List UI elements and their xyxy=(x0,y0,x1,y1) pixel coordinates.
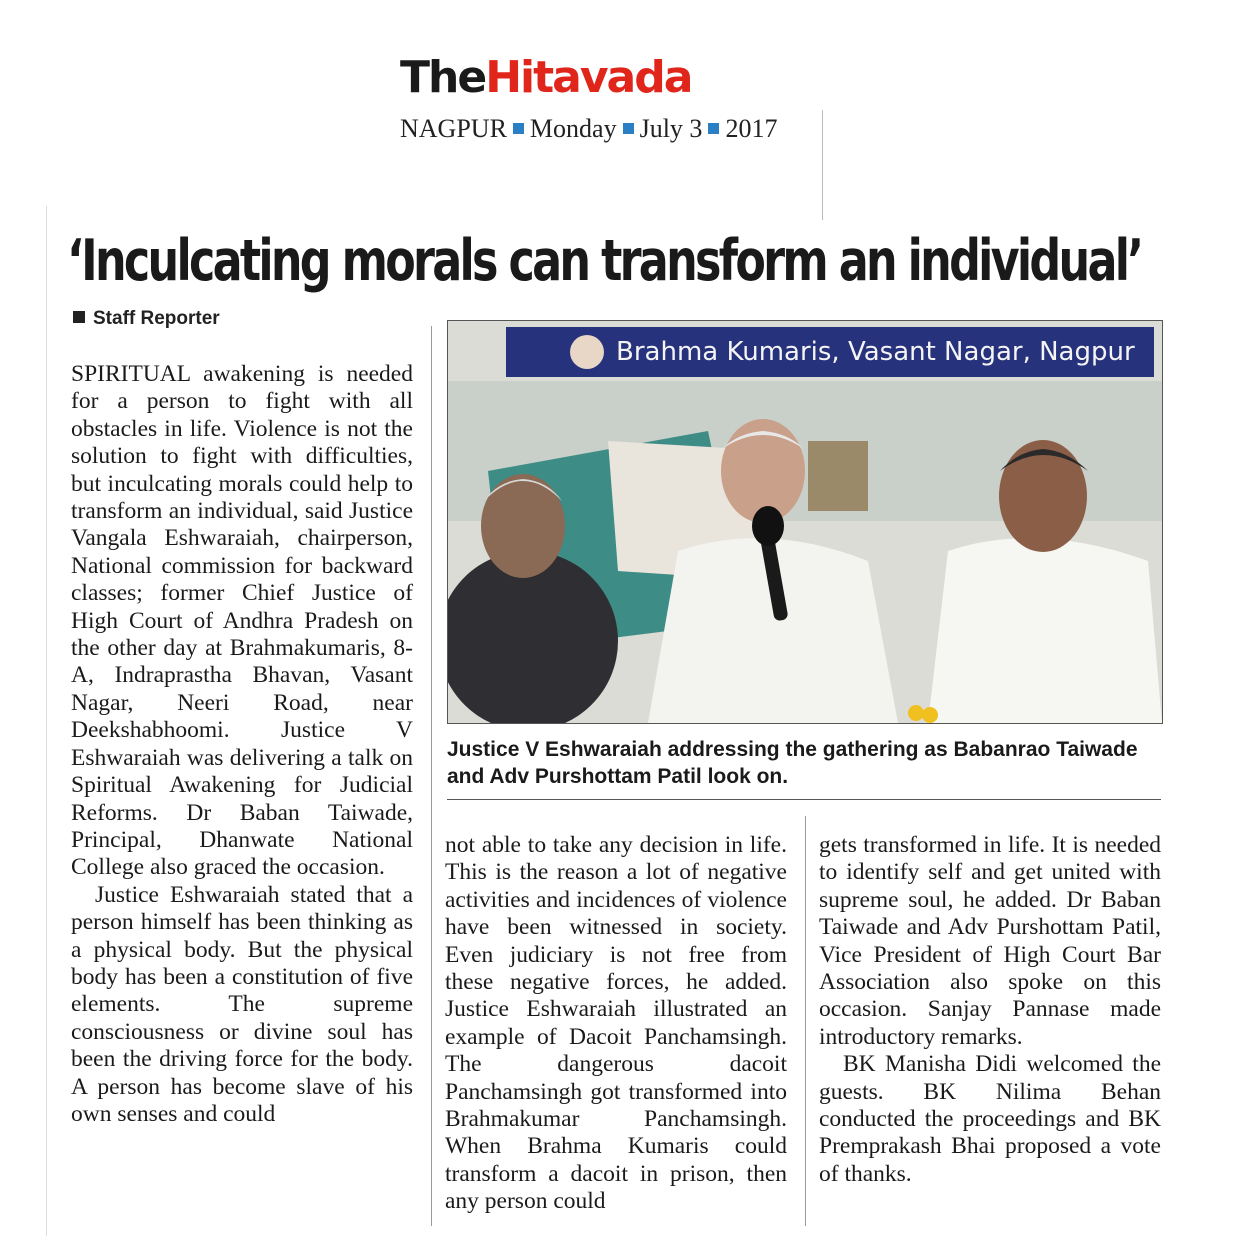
headline: ‘Inculcating morals can transform an individual’ xyxy=(67,228,1142,294)
byline-text: Staff Reporter xyxy=(93,308,220,329)
paragraph: BK Manisha Didi welcomed the guests. BK Nilima Behan conducted the proceedings and BK Premprakash Bhai proposed a vote of thanks. xyxy=(819,1051,1161,1187)
masthead xyxy=(382,48,822,178)
square-bullet-icon xyxy=(73,311,85,323)
photo-banner xyxy=(506,327,1154,377)
photo-scene xyxy=(448,321,1162,723)
byline xyxy=(73,308,220,330)
square-bullet-icon xyxy=(708,123,719,134)
column-divider xyxy=(805,816,806,1226)
photo-caption: Justice V Eshwaraiah addressing the gathering as Babanrao Taiwade and Adv Purshottam Patil look on. xyxy=(447,738,1138,788)
dateline xyxy=(400,114,777,144)
masthead-divider xyxy=(822,110,823,220)
square-bullet-icon xyxy=(623,123,634,134)
square-bullet-icon xyxy=(513,123,524,134)
caption-rule xyxy=(447,799,1161,800)
event-photo xyxy=(447,320,1163,724)
paragraph: Justice Eshwaraiah stated that a person himself has been thinking as a physical body. But the physical body has been a constitution of five elements. The supreme consciousness or divine soul has been the driving force for the body. A person has become slave of his own senses and could xyxy=(71,881,413,1127)
paragraph: SPIRITUAL awakening is needed for a person to fight with all obstacles in life. Violence is not the solution to fight with difficulties, but inculcating morals could help to transform an individual, said Justice Vangala Eshwaraiah, chairperson, National commission for backward classes; former Chief Justice of High Court of Andhra Pradesh on the other day at Brahmakumaris, 8-A, Indraprastha Bhavan, Vasant Nagar, Neeri Road, near Deekshabhoomi. Justice V Eshwaraiah was delivering a talk on Spiritual Awakening for Judicial Reforms. Dr Baban Taiwade, Principal, Dhanwate National College also graced the occasion. xyxy=(71,361,413,881)
logo-hitavada: Hitavada xyxy=(485,52,692,103)
paragraph: gets transformed in life. It is needed to identify self and get united with supreme soul, he added. Dr Baban Taiwade and Adv Purshottam Patil, Vice President of High Court Bar Association also spoke on this occasion. Sanjay Pannase made introductory remarks. xyxy=(819,832,1161,1050)
logo-the: The xyxy=(400,52,486,103)
dateline-date: July 3 xyxy=(639,114,703,143)
article-column-1 xyxy=(71,361,413,1128)
news-clipping xyxy=(46,206,1183,1236)
dateline-day: Monday xyxy=(529,114,617,143)
article-column-3 xyxy=(819,832,1161,1188)
paragraph: not able to take any decision in life. This is the reason a lot of negative activities and incidences of violence have been witnessed in society. Even judiciary is not free from these negative forces, he added. Justice Eshwaraiah illustrated an example of Dacoit Panchamsingh. The dangerous dacoit Panchamsingh got transformed into Brahmakumar Panchamsingh. When Brahma Kumaris could transform a dacoit in prison, then any person could xyxy=(445,832,787,1215)
column-divider xyxy=(431,326,432,1226)
brahma-kumaris-logo-icon xyxy=(570,335,604,369)
newspaper-logo xyxy=(400,52,691,103)
article-column-2 xyxy=(445,832,787,1216)
dateline-year: 2017 xyxy=(725,114,778,143)
dateline-city: NAGPUR xyxy=(400,114,507,143)
banner-text: Brahma Kumaris, Vasant Nagar, Nagpur xyxy=(616,337,1135,367)
